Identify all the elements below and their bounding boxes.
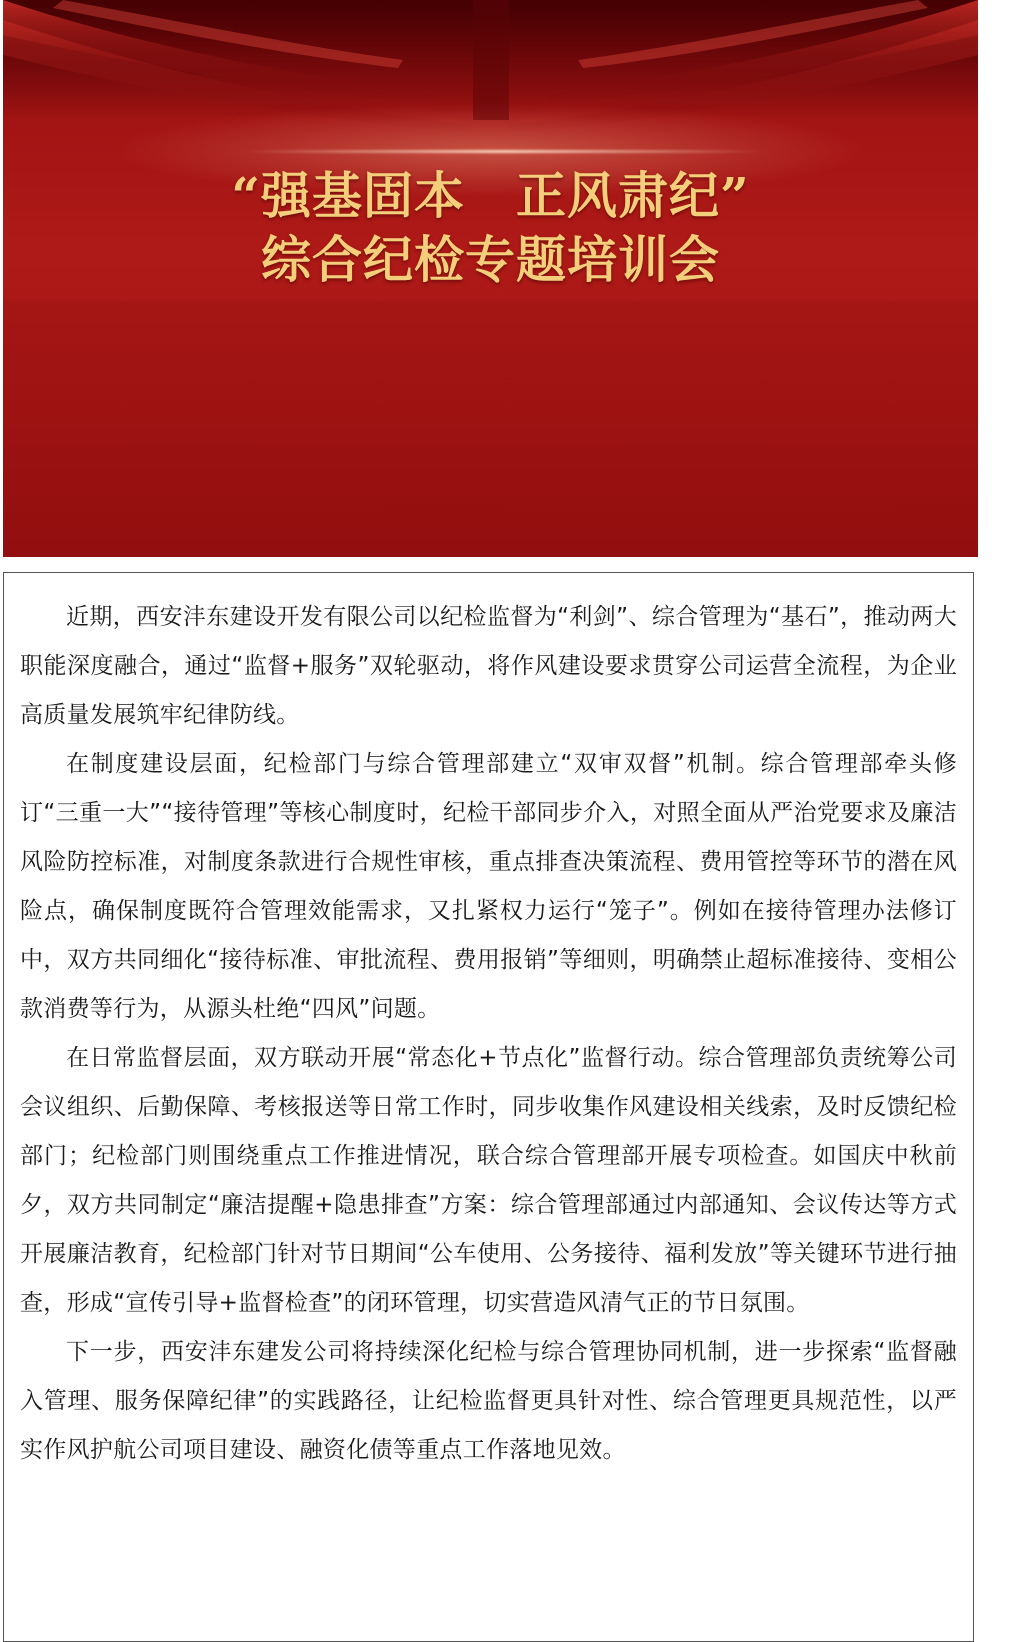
- title-glow-line: [243, 150, 763, 153]
- header-banner: [3, 0, 978, 557]
- article-paragraph: 在制度建设层面，纪检部门与综合管理部建立“双审双督”机制。综合管理部牵头修订“三重一大”“接待管理”等核心制度时，纪检干部同步介入，对照全面从严治党要求及廉洁风险防控标准，对制度条款进行合规性审核，重点排查决策流程、费用管控等环节的潜在风险点，确保制度既符合管理效能需求，又扎紧权力运行“笼子”。例如在接待管理办法修订中，双方共同细化“接待标准、审批流程、费用报销”等细则，明确禁止超标准接待、变相公款消费等行为，从源头杜绝“四风”问题。: [20, 751, 957, 1022]
- banner-title-line-1: “强基固本 正风肃纪”: [231, 166, 750, 225]
- banner-title-line-2: 综合纪检专题培训会: [261, 230, 720, 289]
- article-paragraph: 下一步，西安沣东建发公司将持续深化纪检与综合管理协同机制，进一步探索“监督融入管理、服务保障纪律”的实践路径，让纪检监督更具针对性、综合管理更具规范性，以严实作风护航公司项目建设、融资化债等重点工作落地见效。: [20, 1339, 957, 1463]
- article-paragraph: 近期，西安沣东建设开发有限公司以纪检监督为“利剑”、综合管理为“基石”，推动两大职能深度融合，通过“监督+服务”双轮驱动，将作风建设要求贯穿公司运营全流程，为企业高质量发展筑牢纪律防线。: [20, 604, 957, 728]
- article-body: [3, 572, 974, 1642]
- article-paragraph: 在日常监督层面，双方联动开展“常态化+节点化”监督行动。综合管理部负责统筹公司会议组织、后勤保障、考核报送等日常工作时，同步收集作风建设相关线索，及时反馈纪检部门；纪检部门则围绕重点工作推进情况，联合综合管理部开展专项检查。如国庆中秋前夕，双方共同制定“廉洁提醒+隐患排查”方案：综合管理部通过内部通知、会议传达等方式开展廉洁教育，纪检部门针对节日期间“公车使用、公务接待、福利发放”等关键环节进行抽查，形成“宣传引导+监督检查”的闭环管理，切实营造风清气正的节日氛围。: [20, 1045, 957, 1316]
